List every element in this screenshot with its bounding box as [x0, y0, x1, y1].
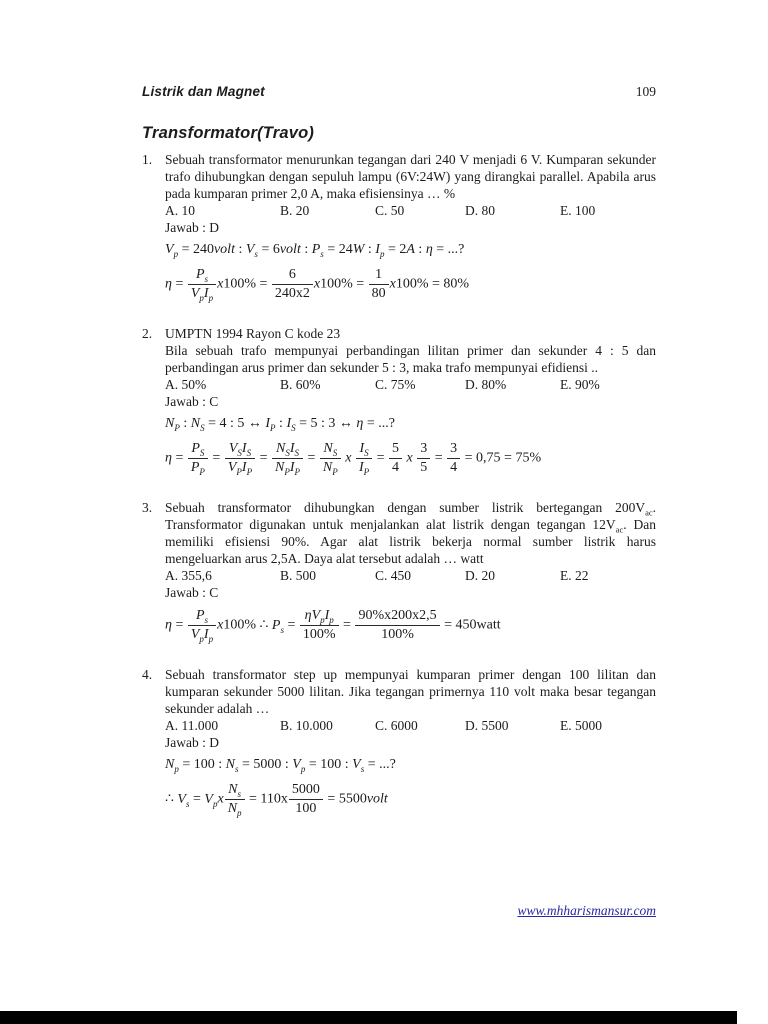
problem-source: UMPTN 1994 Rayon C kode 23: [165, 326, 341, 341]
page-number: 109: [635, 84, 656, 99]
formula-given: $V_p$ = 240volt : $V_s$ = 6volt : $P_s = 24W$ : $I_p = 2A$ : η = ...?: [165, 242, 465, 259]
options-row: [165, 717, 656, 734]
option-c: C. 6000: [375, 718, 418, 733]
option-d: D. 80: [465, 203, 495, 218]
option-b: B. 500: [280, 568, 317, 583]
problem-number: 2.: [142, 326, 153, 341]
option-c: C. 450: [375, 568, 412, 583]
problem-1: [142, 151, 656, 306]
option-e: E. 5000: [560, 718, 602, 733]
formula-given: $N_P$ : $N_S = 4$ : 5 ↔ $I_P$ : $I_S = 5$ : 3 ↔ η = ...?: [165, 416, 395, 433]
bottom-scan-bar: [0, 1011, 737, 1024]
answer-line: Jawab : C: [165, 394, 219, 409]
answer-line: Jawab : D: [165, 220, 219, 235]
option-e: E. 90%: [560, 377, 600, 392]
website-link[interactable]: www.mhharismansur.com: [517, 903, 656, 918]
formula-solution: η = $\frac{P_s}{V_pI_p}$ x100% = $\frac{6}{240x2}$ x100% = $\frac{1}{80}$ x100% = 80%: [165, 267, 470, 303]
options-row: [165, 567, 656, 584]
page-header: [142, 84, 656, 100]
problem-number: 1.: [142, 152, 153, 167]
formula-given: $N_p = 100$ : $N_s = 5000$ : $V_p = 100$ : $V_s$ = ...?: [165, 757, 396, 774]
option-d: D. 20: [465, 568, 495, 583]
option-b: B. 60%: [280, 377, 321, 392]
section-title: Transformator(Travo): [142, 124, 315, 142]
option-b: B. 20: [280, 203, 310, 218]
option-e: E. 100: [560, 203, 596, 218]
problem-text: Bila sebuah trafo mempunyai perbandingan lilitan primer dan sekunder 4 : 5 dan perbandingan arus primer dan sekunder 5 : 3, maka trafo mempunyai efidiensi ..: [165, 343, 656, 375]
option-e: E. 22: [560, 568, 589, 583]
formula-solution: ∴ $V_s = V_px$ $\frac{N_s}{N_p}$ = 110x $\frac{5000}{100}$ = 5500volt: [165, 782, 388, 818]
option-a: A. 355,6: [165, 568, 212, 583]
problem-number: 3.: [142, 500, 153, 515]
option-b: B. 10.000: [280, 718, 333, 733]
option-a: A. 11.000: [165, 718, 219, 733]
problem-3: [142, 499, 656, 647]
option-d: D. 80%: [465, 377, 507, 392]
option-a: A. 50%: [165, 377, 207, 392]
options-row: [165, 376, 656, 393]
option-a: A. 10: [165, 203, 195, 218]
option-d: D. 5500: [465, 718, 509, 733]
problem-text: Sebuah transformator step up mempunyai kumparan primer dengan 100 lilitan dan kumparan sekunder 5000 lilitan. Jika tegangan primernya 110 volt maka besar tegangan sekunder adalah …: [165, 667, 656, 716]
problem-4: [142, 666, 656, 821]
options-row: [165, 202, 656, 219]
answer-line: Jawab : C: [165, 585, 219, 600]
problem-text: Sebuah transformator menurunkan tegangan dari 240 V menjadi 6 V. Kumparan sekunder trafo dihubungkan dengan sepuluh lampu (6V:24W) yang dirangkai parallel. Apabila arus pada kumparan primer 2,0 A, maka efisiensinya … %: [165, 152, 656, 201]
problem-number: 4.: [142, 667, 153, 682]
option-c: C. 75%: [375, 377, 416, 392]
option-c: C. 50: [375, 203, 405, 218]
formula-solution: η = $\frac{P_S}{P_P}$ = $\frac{V_SI_S}{V_PI_P}$ = $\frac{N_SI_S}{N_PI_P}$ = $\frac{N_S}{N_P}$ x $\frac{I_S}{I_P}$ = $\frac{5}{4}$ x $\frac{3}{5}$ = $\frac{3}{4}$ = 0,75 = 75%: [165, 441, 542, 477]
answer-line: Jawab : D: [165, 735, 219, 750]
problem-text: Sebuah transformator dihubungkan dengan sumber listrik bertegangan $200V_{ac}$. Transformator digunakan untuk menjalankan alat listrik dengan tegangan $12V_{ac}$. Dan memiliki efisiensi 90%. Agar alat listrik bekerja normal sumber listrik harus mengeluarkan arus 2,5A. Daya alat tersebut adalah … watt: [165, 500, 656, 566]
chapter-title: Listrik dan Magnet: [142, 84, 265, 99]
formula-solution: η = $\frac{P_s}{V_pI_p}$ x100% ∴ $P_s$ = $\frac{\eta V_pI_p}{100\%}$ = $\frac{90\%x200x2,5}{100\%}$ = 450watt: [165, 608, 501, 644]
problem-2: [142, 325, 656, 480]
